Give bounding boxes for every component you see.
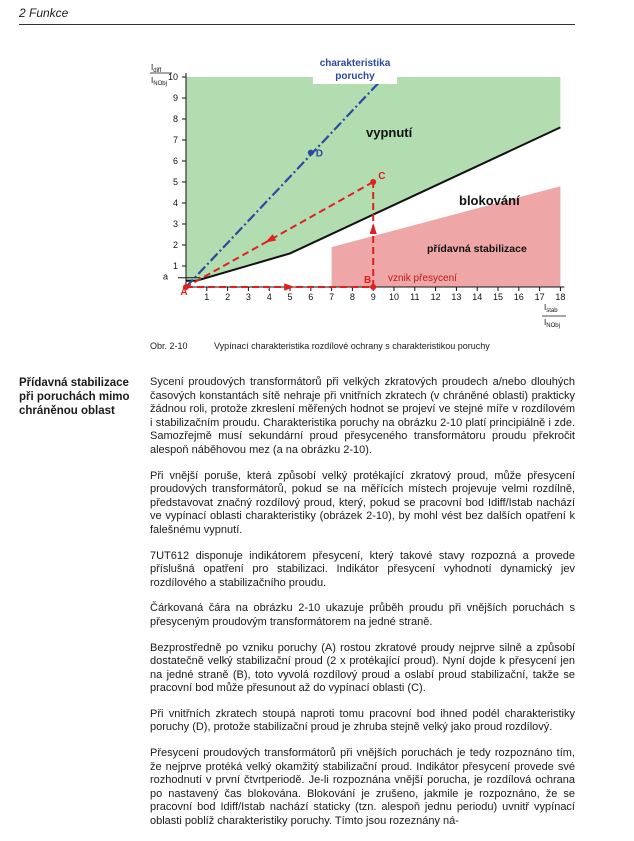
x-axis-label <box>542 303 566 329</box>
fault-characteristic-label-line2: poruchy <box>335 71 375 82</box>
y-tick-label: 8 <box>172 114 178 124</box>
point-a-label: A <box>180 287 188 298</box>
point-d-marker <box>308 150 314 156</box>
paragraph-6: Při vnitřních zkratech stoupá naproti tomu pracovní bod ihned podél charakteristiky poruchy (D), protože stabilizační proud je zhruba stejně velký jako proud rozdílový. <box>150 707 575 734</box>
x-tick-label: 15 <box>492 292 504 302</box>
saturation-label: vznik přesycení <box>388 273 457 284</box>
x-tick-label: 6 <box>308 292 314 302</box>
x-tick-label: 5 <box>287 292 293 302</box>
figure-number: Obr. 2-10 <box>150 341 188 351</box>
paragraph-4: Čárkovaná čára na obrázku 2-10 ukazuje průběh proudu při vnějších poruchách s přesyceným proudovým transformátorem na jedné straně. <box>150 602 575 628</box>
y-tick-label: 4 <box>172 198 178 208</box>
y-tick-a-label: a <box>162 271 168 282</box>
x-tick-label: 2 <box>225 292 231 302</box>
paragraph-2: Při vnější poruše, která způsobí velký protékající zkratový proud, může přesycení proudových transformátorů, pokud se na měřících místech projevuje velmi rozdílně, představovat značný rozdílový proud, který, pokud se pracovní bod Idiff/Istab nachází ve vypínací oblasti charakteristiky (obrázek 2-10), by mohl vést bez dalších opatření k falešnému vypnutí. <box>150 469 575 536</box>
svg-text:Idiff: $I_{diff}$ <box>151 63 162 74</box>
x-tick-label: 3 <box>245 292 251 302</box>
svg-text:INObj: $I_{NObj}$ <box>544 318 560 329</box>
y-tick-label: 5 <box>172 177 178 187</box>
y-tick-label: 2 <box>172 240 178 250</box>
x-tick-label: 7 <box>329 292 335 302</box>
figure-caption <box>150 341 490 351</box>
chapter-header: 2 Funkce <box>19 6 69 20</box>
paragraph-3: 7UT612 disponuje indikátorem přesycení, který takové stavy rozpozná a provede příslušná opatření pro stabilizaci. Indikátor přesycení vyhodnotí dynamický jev rozdílového a stabilizačního proudu. <box>150 549 575 589</box>
figure-caption-text: Vypínací charakteristika rozdílové ochrany s charakteristikou poruchy <box>214 341 490 351</box>
section-side-heading: Přídavná stabilizace při poruchách mimo chráněnou oblast <box>19 377 130 417</box>
fault-characteristic-label-line1: charakteristika <box>319 58 391 69</box>
x-tick-label: 9 <box>370 292 376 302</box>
y-tick-label: 6 <box>172 156 178 166</box>
trip-area-label: vypnutí <box>366 125 413 140</box>
additional-stabilization-label: přídavná stabilizace <box>427 243 527 255</box>
point-d-label: D <box>315 148 324 160</box>
paragraph-1: Sycení proudových transformátorů při velkých zkratových proudech a/nebo dlouhých časových konstantách sítě nehraje při vnitřních zkratech (v chráněné oblasti) prakticky žádnou roli, protože zkreslení měřených hodnot se projeví ve stejné míře v rozdílovém i stabilizačním proudu. Charakteristika poruchy na obrázku 2-10 platí principiálně i zde. Samozřejmě musí sekundární proud přesyceného transformátoru proudu překročit alespoň náběhovou mez (a na obrázku 2-10). <box>150 376 575 456</box>
tripping-characteristic-chart <box>0 0 634 340</box>
point-c-label: C <box>378 171 386 182</box>
y-tick-label: 3 <box>172 219 178 229</box>
x-tick-label: 1 <box>204 292 210 302</box>
x-tick-label: 13 <box>451 292 462 302</box>
x-tick-label: 4 <box>266 292 272 302</box>
x-tick-label: 12 <box>430 292 441 302</box>
x-tick-label: 17 <box>534 292 545 302</box>
x-tick-label: 11 <box>410 292 420 302</box>
x-tick-label: 18 <box>555 292 566 302</box>
paragraph-7: Přesycení proudových transformátorů při vnějších poruchách je tedy rozpoznáno tím, že nejprve protéká velký okamžitý stabilizační proud. Indikátor přesycení provede své rozhodnutí v první čtvrtperiodě. Je-li rozpoznána vnější porucha, je rozdílová ochrana po nastavený čas blokována. Blokování je zrušeno, jakmile je rozpoznáno, že se pracovní bod Idiff/Istab nachází staticky (tzn. alespoň jednu periodu) uvnitř vypínací oblasti poblíž charakteristiky poruchy. Tímto jsou rozeznány ná- <box>150 747 575 828</box>
y-tick-label: 10 <box>167 72 178 82</box>
x-tick-label: 14 <box>472 292 483 302</box>
x-tick-label: 8 <box>349 292 355 302</box>
svg-text:INObj: $I_{NObj}$ <box>151 76 167 87</box>
x-tick-label: 16 <box>513 292 524 302</box>
y-tick-label: 1 <box>172 261 178 271</box>
svg-text:Istab: $I_{stab}$ <box>544 303 558 314</box>
blocking-label: blokování <box>459 193 520 208</box>
x-tick-label: 10 <box>388 292 400 302</box>
section-body <box>150 376 575 841</box>
point-c-marker <box>370 179 376 185</box>
paragraph-5: Bezprostředně po vzniku poruchy (A) rostou zkratové proudy nejprve silně a způsobí dostatečně velký stabilizační proud (2 x protékající proud). Nyní dojde k přesycení jen na jedné straně (B), toto vyvolá rozdílový proud a oslabí proud stabilizační, takže se pracovní bod může přesunout až do vypínací oblasti (C). <box>150 641 575 695</box>
point-b-label: B <box>363 275 372 286</box>
y-tick-label: 9 <box>172 93 178 103</box>
y-tick-label: 7 <box>172 135 178 145</box>
arrowhead <box>370 223 377 234</box>
